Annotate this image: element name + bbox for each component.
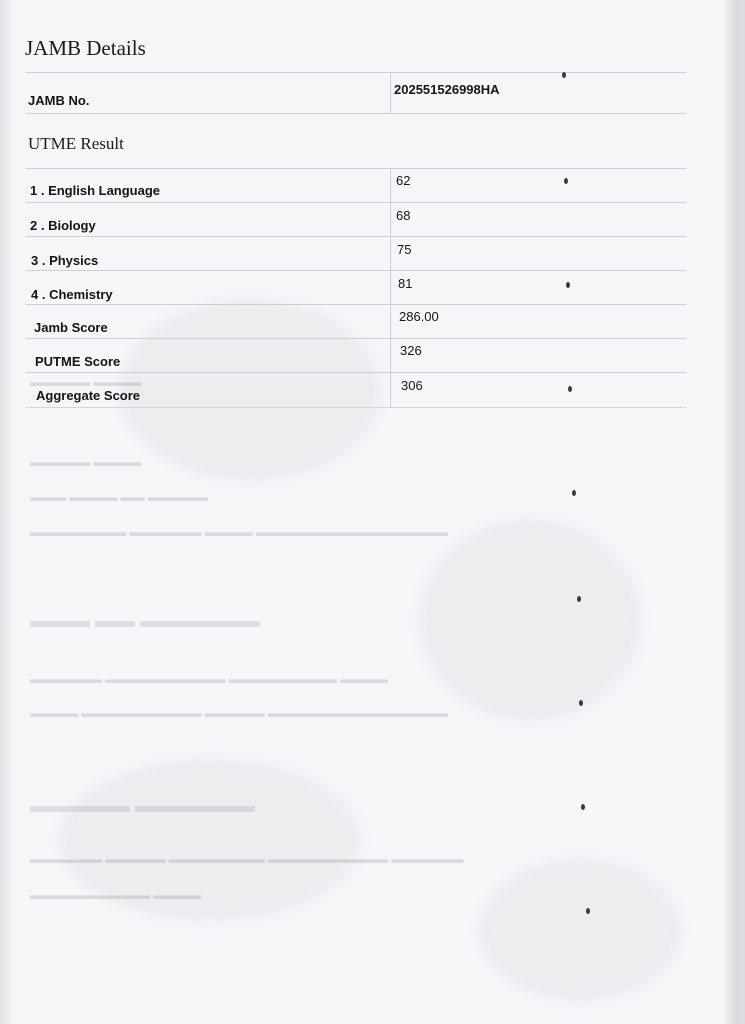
aggregate-score-label: Aggregate Score (36, 388, 141, 403)
bleed-through-line: ▬▬▬▬▬ ▬▬▬▬ (30, 375, 142, 389)
scan-speck (586, 908, 590, 914)
column-divider (390, 373, 391, 407)
putme-score-label: PUTME Score (35, 354, 121, 369)
bleed-through-line: ▬▬▬▬▬▬▬▬ ▬▬▬▬▬▬ ▬▬▬▬ ▬▬▬▬▬▬▬▬▬▬▬▬▬▬▬▬ (30, 525, 449, 539)
bleed-through-line: ▬▬▬▬ ▬▬▬▬▬▬▬▬▬▬ ▬▬▬▬▬ ▬▬▬▬▬▬▬▬▬▬▬▬▬▬▬ (30, 706, 449, 720)
scan-speck (568, 386, 572, 392)
column-divider (390, 271, 391, 305)
column-divider (390, 339, 391, 373)
utme-row-biology (26, 202, 686, 237)
scan-speck (562, 72, 566, 78)
score-value: 68 (396, 208, 411, 223)
paper-smudge (420, 520, 640, 720)
bleed-through-heading: ▬▬▬ ▬▬ ▬▬▬▬▬▬ (30, 610, 260, 632)
utme-row-physics (26, 236, 686, 271)
scan-speck (572, 490, 576, 496)
score-value: 75 (397, 242, 412, 257)
scan-speck (579, 700, 583, 706)
page-edge-shadow (0, 0, 14, 1024)
putme-score-value: 326 (400, 343, 422, 358)
score-value: 62 (396, 173, 411, 188)
bleed-through-line: ▬▬▬▬▬▬ ▬▬▬▬▬ ▬▬▬▬▬▬▬▬ ▬▬▬▬▬▬▬▬▬▬ ▬▬▬▬▬▬ (30, 852, 464, 866)
scan-speck (564, 178, 568, 184)
putme-score-row (26, 338, 686, 373)
aggregate-score-row (26, 372, 686, 408)
jamb-number-label: JAMB No. (28, 93, 90, 108)
bleed-through-line: ▬▬▬▬▬ ▬▬▬▬ (30, 455, 142, 469)
jamb-score-row (26, 304, 686, 339)
scan-speck (566, 282, 570, 288)
utme-row-english (26, 168, 686, 203)
bleed-through-line: ▬▬▬ ▬▬▬▬ ▬▬ ▬▬▬▬▬ (30, 490, 209, 504)
page-edge-shadow (723, 0, 745, 1024)
subject-label: 4 . Chemistry (31, 287, 113, 302)
jamb-number-value: 202551526998HA (394, 82, 500, 97)
subject-label: 3 . Physics (31, 253, 99, 268)
bleed-through-line: ▬▬▬▬▬▬▬▬▬▬ ▬▬▬▬ (30, 888, 202, 902)
jamb-score-label: Jamb Score (34, 320, 108, 335)
aggregate-score-value: 306 (401, 378, 423, 393)
bleed-through-heading: ▬▬▬▬▬ ▬▬▬▬▬▬ (30, 795, 255, 817)
bleed-through-line: ▬▬▬▬▬▬ ▬▬▬▬▬▬▬▬▬▬ ▬▬▬▬▬▬▬▬▬ ▬▬▬▬ (30, 672, 389, 686)
paper-smudge (480, 860, 680, 1000)
column-divider (390, 73, 391, 113)
score-value: 81 (398, 276, 413, 291)
column-divider (390, 237, 391, 271)
jamb-score-value: 286.00 (399, 309, 439, 324)
scan-speck (577, 596, 581, 602)
subject-label: 1 . English Language (30, 183, 161, 198)
column-divider (390, 305, 391, 339)
subject-label: 2 . Biology (30, 218, 96, 233)
jamb-details-heading: JAMB Details (25, 36, 146, 60)
column-divider (390, 169, 391, 203)
utme-row-chemistry (26, 270, 686, 305)
scan-speck (581, 804, 585, 810)
column-divider (390, 203, 391, 237)
utme-result-heading: UTME Result (28, 134, 124, 153)
jamb-number-row (26, 72, 686, 114)
